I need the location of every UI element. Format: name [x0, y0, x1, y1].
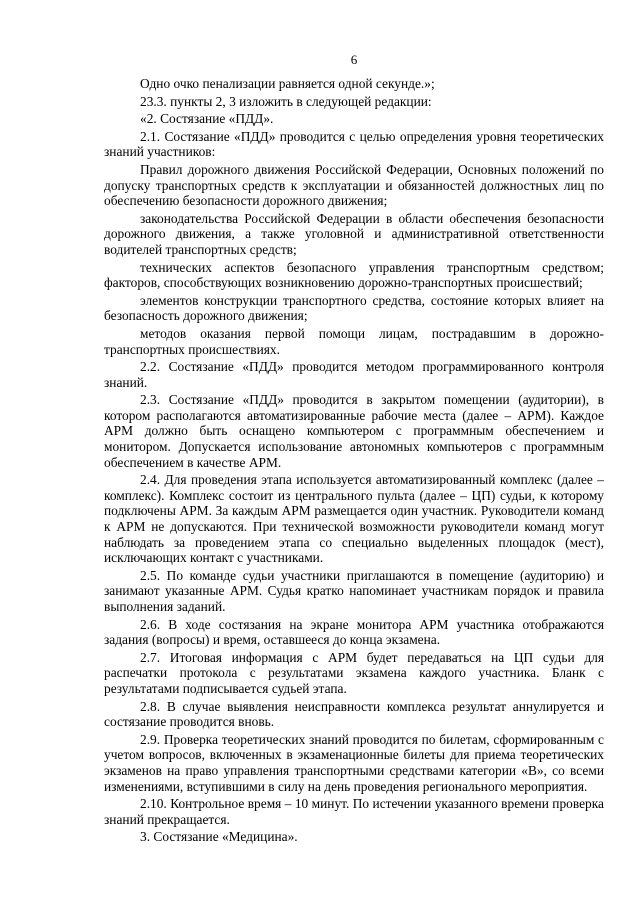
page-number: 6: [350, 52, 358, 67]
paragraph: 2.5. По команде судьи участники приглашаются в помещение (аудиторию) и занимают указанные АРМ. Судья кратко напоминает участникам порядок и правила выполнения заданий.: [104, 567, 604, 614]
document-body: [104, 76, 604, 847]
paragraph: элементов конструкции транспортного средства, состояние которых влияет на безопасность дорожного движения;: [104, 292, 604, 324]
paragraph: 2.10. Контрольное время – 10 минут. По истечении указанного времени проверка знаний прекращается.: [104, 796, 604, 827]
paragraph: технических аспектов безопасного управления транспортным средством; факторов, способствующих возникновению дорожно-транспортных происшествий;: [104, 259, 604, 291]
paragraph: 2.8. В случае выявления неисправности комплекса результат аннулируется и состязание проводится вновь.: [104, 698, 604, 730]
paragraph: 2.2. Состязание «ПДД» проводится методом программированного контроля знаний.: [104, 359, 604, 390]
paragraph: 2.9. Проверка теоретических знаний проводится по билетам, сформированным с учетом вопросов, включенных в экзаменационные билеты для приема теоретических экзаменов на право управления транспортными средствами категории «B», со всеми изменениями, вступившими в силу на день проведения регионального мероприятия.: [104, 731, 604, 794]
paragraph: методов оказания первой помощи лицам, пострадавшим в дорожно-транспортных происшествиях.: [104, 325, 604, 357]
paragraph: Одно очко пенализации равняется одной секунде.»;: [140, 76, 435, 91]
paragraph: законодательства Российской Федерации в области обеспечения безопасности дорожного движения, а также уголовной и административной ответственности водителей транспортных средств;: [104, 210, 604, 257]
paragraph: 2.6. В ходе состязания на экране монитора АРМ участника отображаются задания (вопросы) и время, оставшееся до конца экзамена.: [104, 616, 604, 648]
paragraph: 3. Состязание «Медицина».: [140, 829, 298, 845]
paragraph: 23.3. пункты 2, 3 изложить в следующей редакции:: [140, 93, 432, 109]
paragraph: 2.1. Состязание «ПДД» проводится с целью определения уровня теоретических знаний участников:: [104, 128, 604, 160]
paragraph: 2.4. Для проведения этапа используется автоматизированный комплекс (далее – комплекс). Комплекс состоит из центрального пульта (далее – ЦП) судьи, к которому подключены АРМ. За каждым АРМ размещается один участник. Руководители команд к АРМ не допускаются. При технической возможности руководители команд могут наблюдать за проведением этапа со специально выделенных площадок (мест), исключающих контакт с участниками.: [104, 472, 604, 566]
paragraph: Правил дорожного движения Российской Федерации, Основных положений по допуску транспортных средств к эксплуатации и обязанностей должностных лиц по обеспечению безопасности дорожного движения;: [104, 161, 604, 209]
paragraph: «2. Состязание «ПДД».: [140, 111, 274, 127]
paragraph: 2.3. Состязание «ПДД» проводится в закрытом помещении (аудитории), в котором располагаются автоматизированные рабочие места (далее – АРМ). Каждое АРМ должно быть оснащено компьютером с программным обеспечением и монитором. Допускается использование автономных компьютеров с программным обеспечением в качестве АРМ.: [104, 392, 604, 470]
paragraph: 2.7. Итоговая информация с АРМ будет передаваться на ЦП судьи для распечатки протокола с результатами экзамена каждого участника. Бланк с результатами подписывается судьей этапа.: [104, 649, 604, 696]
